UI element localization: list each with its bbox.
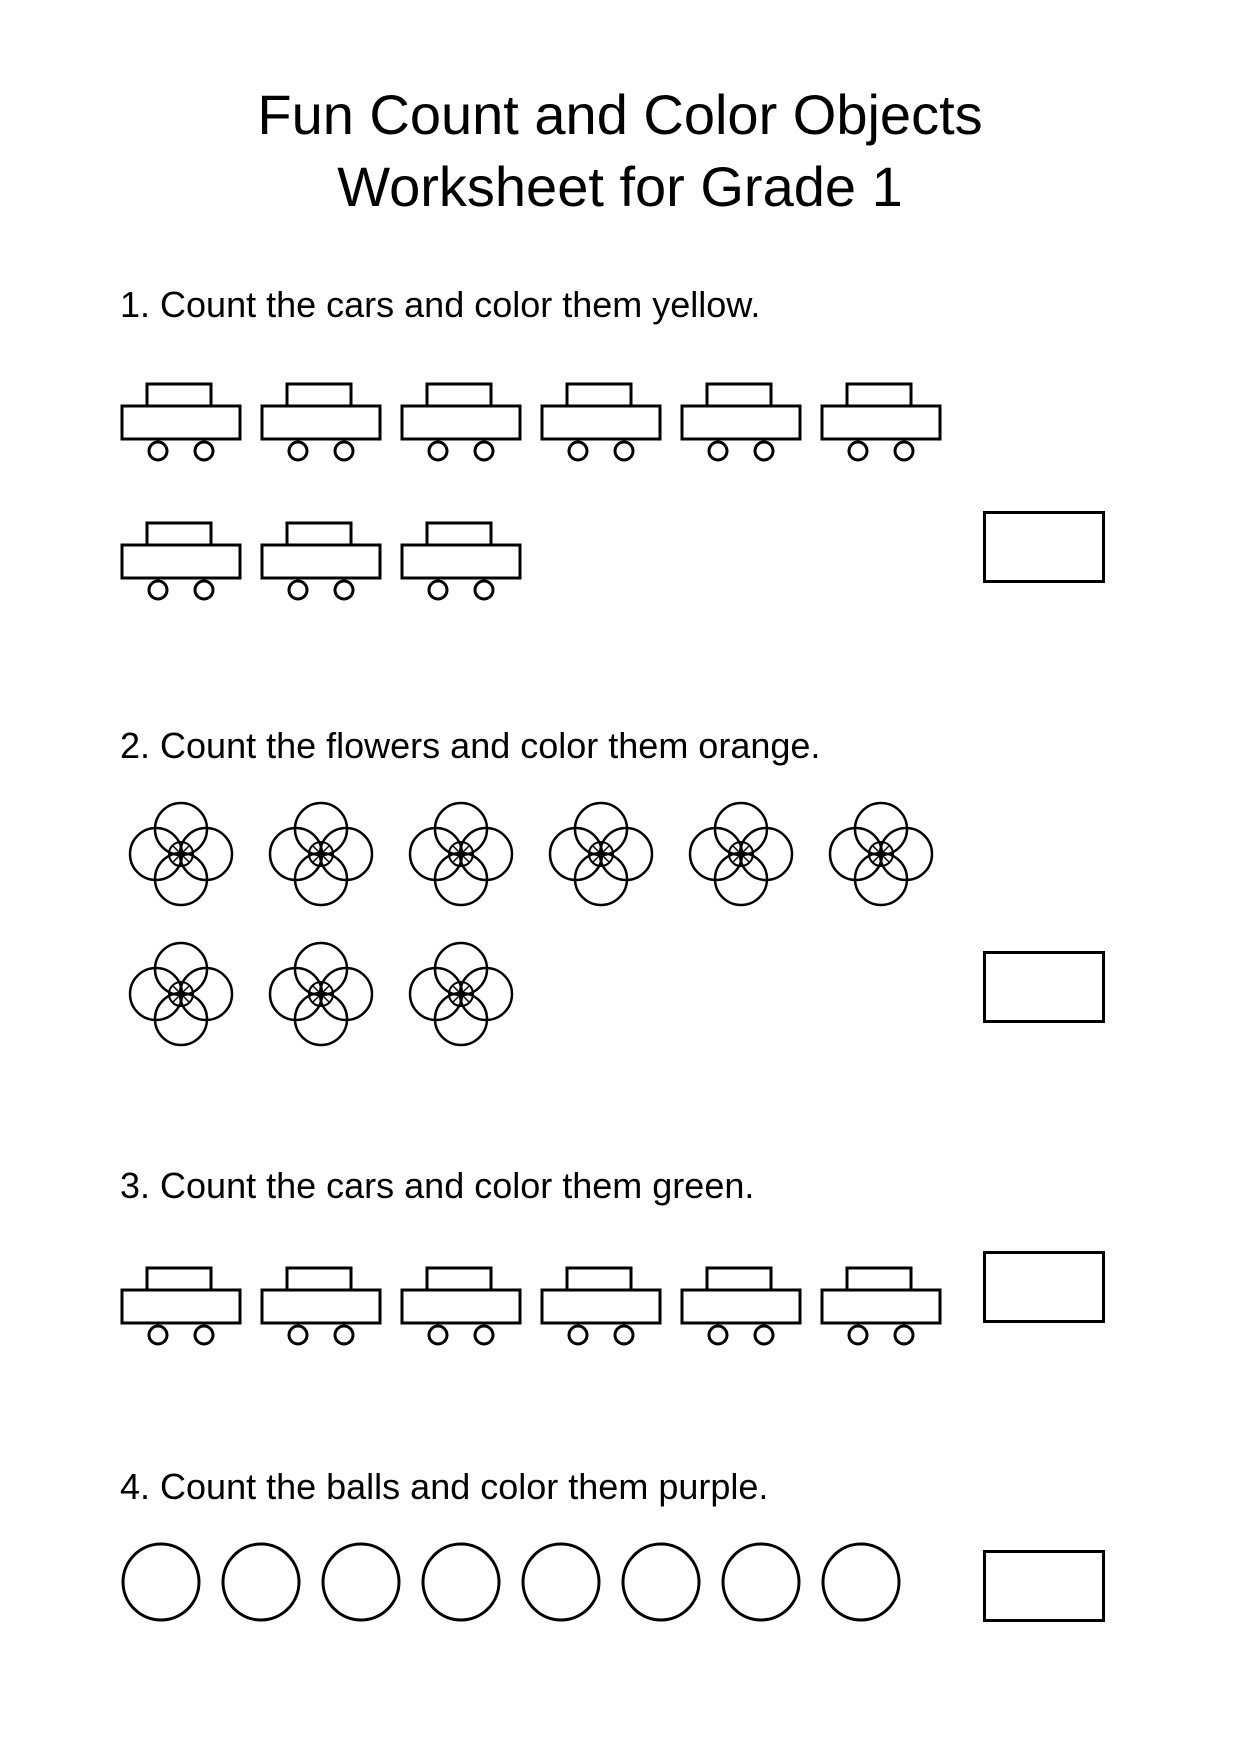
flower-icon[interactable] (690, 803, 792, 905)
flower-icon[interactable] (550, 803, 652, 905)
flower-icon[interactable] (130, 803, 232, 905)
answer-box-2[interactable] (983, 951, 1105, 1023)
ball-icon[interactable] (523, 1544, 599, 1620)
question-2-text: 2. Count the flowers and color them orange. (120, 725, 821, 766)
ball-icon[interactable] (323, 1544, 399, 1620)
car-icon[interactable] (122, 523, 240, 599)
ball-icon[interactable] (823, 1544, 899, 1620)
flower-icon[interactable] (830, 803, 932, 905)
worksheet-title-line-2: Worksheet for Grade 1 (337, 155, 903, 218)
answer-box-3[interactable] (983, 1251, 1105, 1323)
answer-box-1[interactable] (983, 511, 1105, 583)
flower-icon[interactable] (130, 943, 232, 1045)
ball-icon[interactable] (423, 1544, 499, 1620)
car-icon[interactable] (262, 1268, 380, 1344)
car-icon[interactable] (542, 1268, 660, 1344)
flower-icon[interactable] (270, 803, 372, 905)
flower-icon[interactable] (270, 943, 372, 1045)
car-icon[interactable] (262, 384, 380, 460)
car-icon[interactable] (822, 384, 940, 460)
flower-icon[interactable] (410, 943, 512, 1045)
ball-icon[interactable] (223, 1544, 299, 1620)
car-icon[interactable] (822, 1268, 940, 1344)
question-4-text: 4. Count the balls and color them purple. (120, 1466, 769, 1507)
ball-icon[interactable] (723, 1544, 799, 1620)
car-icon[interactable] (682, 1268, 800, 1344)
car-icon[interactable] (682, 384, 800, 460)
flower-icon[interactable] (410, 803, 512, 905)
car-icon[interactable] (262, 523, 380, 599)
car-icon[interactable] (122, 1268, 240, 1344)
car-icon[interactable] (402, 384, 520, 460)
ball-icon[interactable] (123, 1544, 199, 1620)
car-icon[interactable] (122, 384, 240, 460)
answer-box-4[interactable] (983, 1550, 1105, 1622)
question-1-text: 1. Count the cars and color them yellow. (120, 284, 761, 325)
car-icon[interactable] (402, 523, 520, 599)
car-icon[interactable] (402, 1268, 520, 1344)
car-icon[interactable] (542, 384, 660, 460)
ball-icon[interactable] (623, 1544, 699, 1620)
worksheet-title-line-1: Fun Count and Color Objects (257, 83, 983, 146)
question-3-text: 3. Count the cars and color them green. (120, 1165, 755, 1206)
